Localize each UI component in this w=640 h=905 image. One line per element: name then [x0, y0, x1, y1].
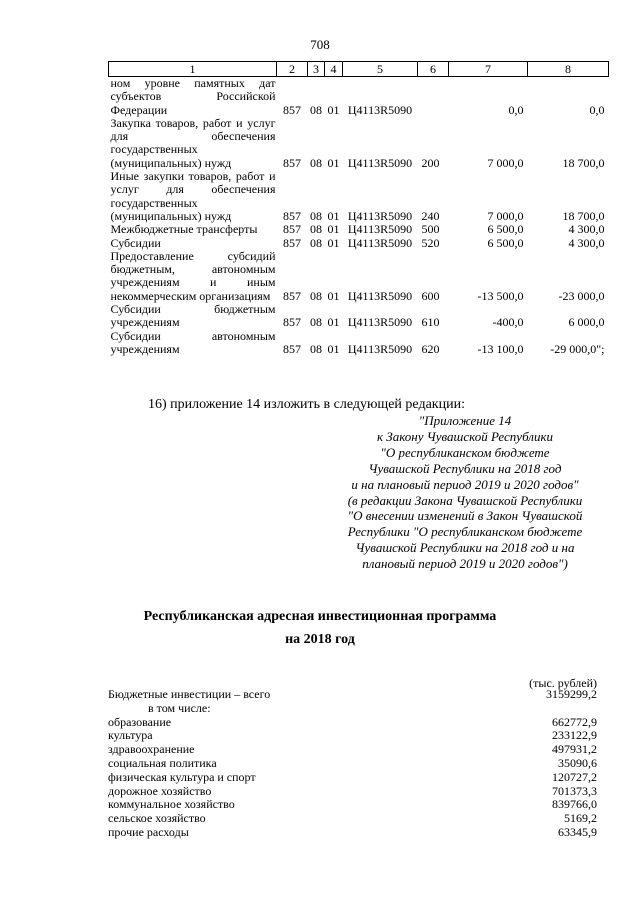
- row-name: ном уровне памятных дат субъектов Российской Федерации: [110, 76, 276, 117]
- list-item-label: прочие расходы: [108, 824, 189, 839]
- appendix-line: (в редакции Закона Чувашской Республики: [347, 492, 583, 508]
- cell-subsection: 01: [327, 208, 340, 223]
- cell-section: 08: [310, 315, 322, 330]
- cell-target: Ц4113R5090: [347, 288, 413, 303]
- column-header: 3: [308, 62, 325, 77]
- cell-subsection: 01: [327, 341, 340, 356]
- column-header: 8: [528, 62, 609, 77]
- appendix-line: к Закону Чувашской Республики: [376, 428, 554, 444]
- row-name: Субсидии: [110, 235, 161, 250]
- table-row: [109, 170, 609, 223]
- list-item: [108, 688, 597, 702]
- list-item: [108, 729, 597, 743]
- list-item: [108, 812, 597, 826]
- list-item: [108, 771, 597, 785]
- cell-value-col7: 0,0: [508, 102, 524, 117]
- cell-value-col7: -400,0: [492, 315, 524, 330]
- cell-value-col7: 6 500,0: [487, 235, 524, 250]
- row-name: Предоставление субсидий бюджетным, автономным учреждениям и иным некоммерческим организациям: [110, 248, 276, 303]
- cell-code: 857: [283, 288, 301, 303]
- column-header: 6: [418, 62, 449, 77]
- cell-value-col8: 6 000,0: [568, 315, 605, 330]
- list-item: [108, 785, 597, 799]
- list-item-label: здравоохранение: [108, 742, 195, 757]
- row-name: Субсидии автономным учреждениям: [110, 328, 276, 356]
- list-item-value: 63345,9: [558, 824, 597, 839]
- section-subtitle: на 2018 год: [285, 632, 355, 647]
- row-name: Субсидии бюджетным учреждениям: [110, 302, 276, 330]
- column-header: 2: [277, 62, 308, 77]
- list-item-label: Бюджетные инвестиции – всего: [108, 687, 271, 701]
- cell-value-col8: 4 300,0: [568, 235, 605, 250]
- cell-subsection: 01: [327, 315, 340, 330]
- list-item-value: 662772,9: [552, 714, 597, 729]
- cell-expense-type: 600: [421, 288, 440, 303]
- appendix-line: "О республиканском бюджете: [380, 444, 550, 460]
- row-name: Закупка товаров, работ и услуг для обеспечения государственных (муниципальных) нужд: [110, 115, 276, 170]
- cell-section: 08: [310, 222, 322, 237]
- cell-section: 08: [310, 341, 322, 356]
- table-row: [109, 77, 609, 117]
- cell-expense-type: 620: [421, 341, 440, 356]
- cell-code: 857: [283, 315, 301, 330]
- list-item: [108, 743, 597, 757]
- column-header: 1: [109, 62, 277, 77]
- cell-target: Ц4113R5090: [347, 315, 413, 330]
- list-item-value: 35090,6: [558, 755, 597, 770]
- cell-value-col7: -13 100,0: [477, 341, 524, 356]
- cell-subsection: 01: [327, 288, 340, 303]
- cell-value-col8: 18 700,0: [562, 155, 605, 170]
- list-item-value: 233122,9: [552, 728, 597, 743]
- appendix-line: и на плановый период 2019 и 2020 годов": [351, 476, 579, 492]
- list-item: [108, 757, 597, 771]
- appendix-line: Чувашской Республики на 2018 год: [368, 460, 562, 476]
- appendix-header: [300, 413, 630, 572]
- list-item: [108, 798, 597, 812]
- cell-target: Ц4113R5090: [347, 102, 413, 117]
- cell-target: Ц4113R5090: [347, 341, 413, 356]
- table-row: [109, 330, 609, 357]
- list-item-value: 120727,2: [552, 769, 597, 784]
- appendix-line: плановый период 2019 и 2020 годов"): [362, 556, 568, 572]
- table-row: [109, 237, 609, 250]
- cell-target: Ц4113R5090: [347, 235, 413, 250]
- list-item-label: сельское хозяйство: [108, 811, 206, 826]
- cell-value-col7: 6 500,0: [487, 222, 524, 237]
- cell-value-col8: 18 700,0: [562, 208, 605, 223]
- list-item-value: 3159299,2: [546, 687, 597, 701]
- cell-subsection: 01: [327, 102, 340, 117]
- list-item-label: коммунальное хозяйство: [108, 797, 235, 812]
- cell-section: 08: [310, 208, 322, 223]
- cell-code: 857: [283, 341, 301, 356]
- table-row: [109, 303, 609, 330]
- cell-value-col8: 4 300,0: [568, 222, 605, 237]
- cell-value-col7: 7 000,0: [487, 208, 524, 223]
- list-item-value: 497931,2: [552, 742, 597, 757]
- cell-value-col8: -29 000,0";: [550, 341, 605, 356]
- cell-code: 857: [283, 155, 301, 170]
- list-item-label: в том числе:: [148, 700, 211, 715]
- cell-target: Ц4113R5090: [347, 155, 413, 170]
- cell-subsection: 01: [327, 235, 340, 250]
- list-item: [108, 826, 597, 840]
- cell-value-col7: -13 500,0: [477, 288, 524, 303]
- list-item-value: 701373,3: [552, 783, 597, 798]
- appendix-line: Чувашской Республики на 2018 год и на: [355, 540, 575, 556]
- cell-subsection: 01: [327, 222, 340, 237]
- column-header: 7: [449, 62, 528, 77]
- cell-expense-type: 520: [421, 235, 440, 250]
- table-row: [109, 117, 609, 170]
- column-header: 5: [343, 62, 418, 77]
- cell-value-col7: 7 000,0: [487, 155, 524, 170]
- cell-section: 08: [310, 288, 322, 303]
- list-item: [108, 702, 597, 716]
- list-item: [108, 716, 597, 730]
- cell-expense-type: 200: [421, 155, 440, 170]
- list-item-label: социальная политика: [108, 755, 217, 770]
- appendix-line: "Приложение 14: [418, 413, 512, 428]
- section-title: Республиканская адресная инвестиционная программа: [143, 609, 497, 624]
- units-note: (тыс. рублей): [529, 676, 597, 690]
- cell-expense-type: 500: [421, 222, 440, 237]
- row-name: Иные закупки товаров, работ и услуг для обеспечения государственных (муниципальных) нужд: [110, 169, 276, 223]
- cell-section: 08: [310, 235, 322, 250]
- table-header-row: [109, 62, 609, 77]
- investment-list: [108, 688, 597, 840]
- cell-code: 857: [283, 235, 301, 250]
- row-name: Межбюджетные трансферты: [110, 222, 258, 237]
- cell-section: 08: [310, 102, 322, 117]
- cell-value-col8: 0,0: [589, 102, 605, 117]
- cell-code: 857: [283, 102, 301, 117]
- page-number: 708: [310, 37, 330, 52]
- cell-code: 857: [283, 222, 301, 237]
- cell-target: Ц4113R5090: [347, 222, 413, 237]
- cell-expense-type: 240: [421, 208, 440, 223]
- column-header: 4: [325, 62, 343, 77]
- table-row: [109, 223, 609, 236]
- list-item-label: культура: [108, 728, 153, 743]
- cell-subsection: 01: [327, 155, 340, 170]
- list-item-label: физическая культура и спорт: [108, 769, 256, 784]
- budget-table: [108, 61, 609, 356]
- list-item-value: 5169,2: [564, 811, 597, 826]
- cell-target: Ц4113R5090: [347, 208, 413, 223]
- appendix-line: "О внесении изменений в Закон Чувашской: [347, 508, 583, 524]
- list-item-label: дорожное хозяйство: [108, 783, 212, 798]
- appendix-line: Республики "О республиканском бюджете: [347, 524, 583, 540]
- cell-code: 857: [283, 208, 301, 223]
- cell-value-col8: -23 000,0: [558, 288, 605, 303]
- table-row: [109, 250, 609, 303]
- cell-expense-type: [418, 77, 449, 117]
- list-item-label: образование: [108, 714, 172, 729]
- list-item-value: 839766,0: [552, 797, 597, 812]
- cell-section: 08: [310, 155, 322, 170]
- amendment-instruction: 16) приложение 14 изложить в следующей редакции:: [148, 397, 465, 412]
- cell-expense-type: 610: [421, 315, 440, 330]
